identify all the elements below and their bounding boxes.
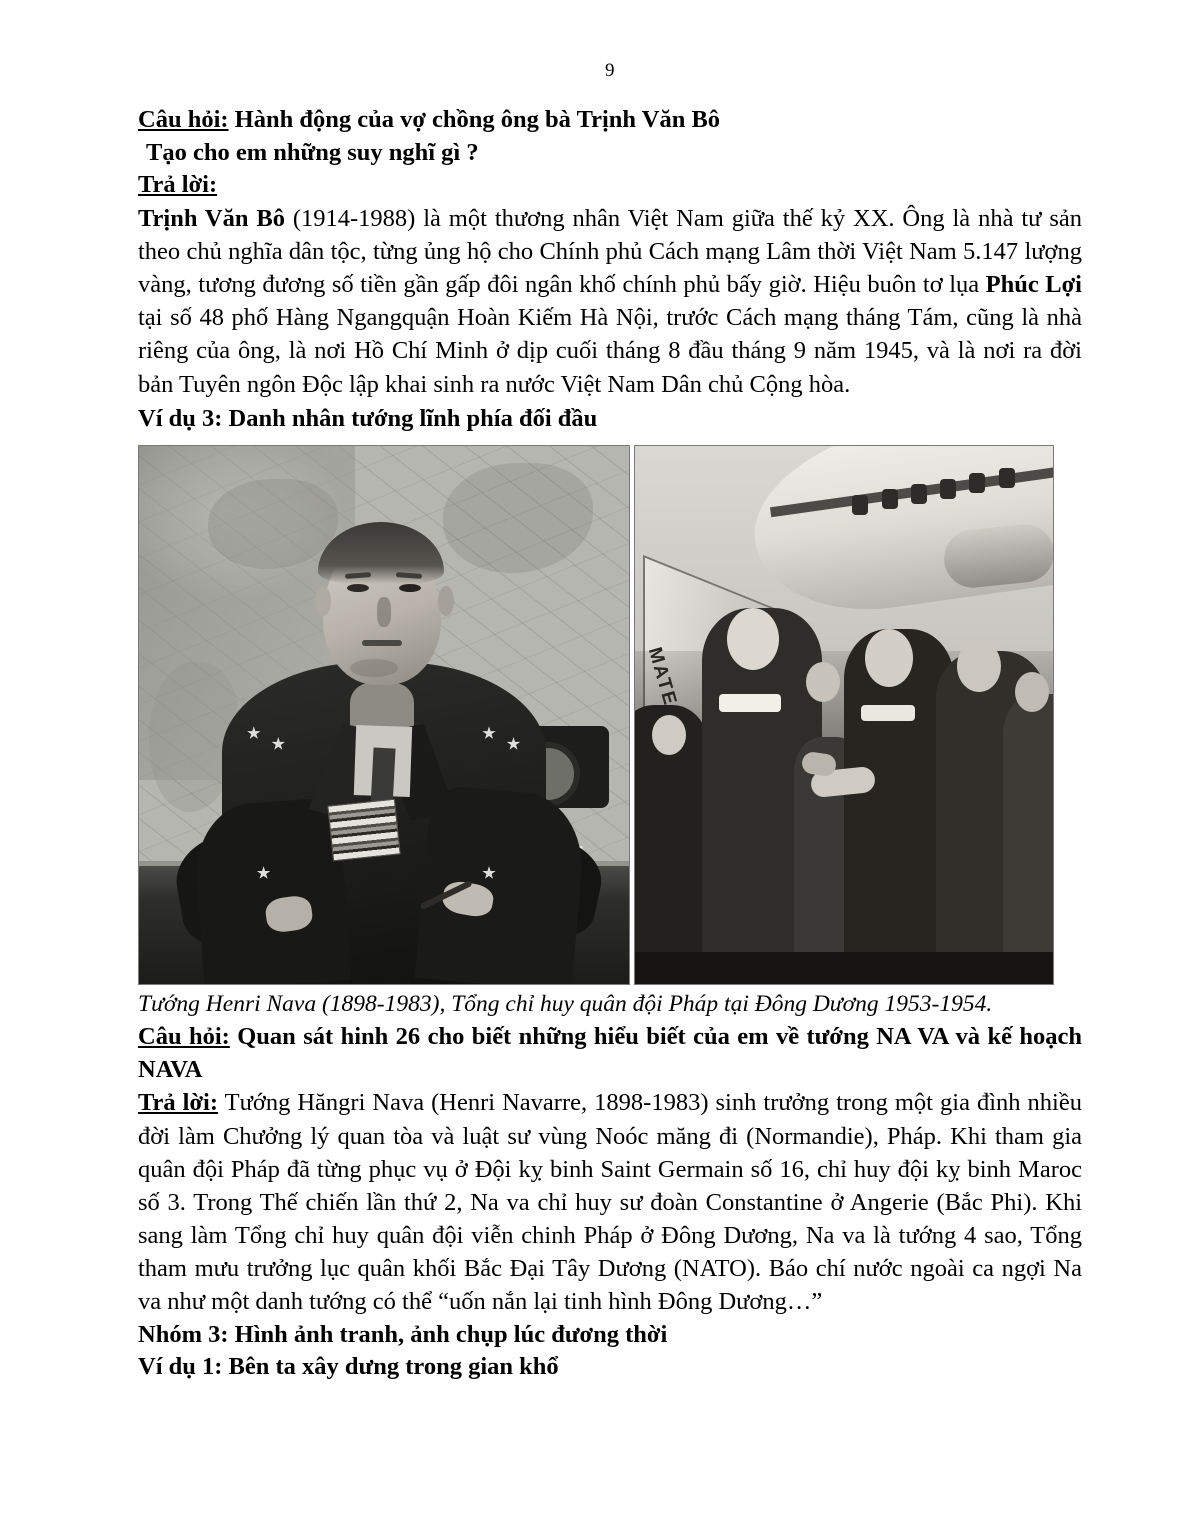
question-2-text: Quan sát hinh 26 cho biết những hiểu biết của em về tướng NA VA và kế hoạch NAVA xyxy=(138,1022,1082,1084)
ear-right xyxy=(438,586,454,616)
group-3-heading: Nhóm 3: Hình ảnh tranh, ảnh chụp lúc đương thời xyxy=(138,1320,668,1348)
question-1-text-line2: Tạo cho em những suy nghĩ gì ? xyxy=(146,138,479,166)
answer-1-label-line xyxy=(138,169,1082,202)
figure-right-man-collar xyxy=(861,705,915,721)
answer-1-body-part-1: (1914-1988) là một thương nhân Việt Nam giữa thế kỷ XX. Ông là nhà tư sản theo chủ nghĩa dân tộc, từng ủng hộ cho Chính phủ Cách mạng Lâm thời Việt Nam 5.147 lượng vàng, tương đương số tiền gần gấp đôi ngân khố chính phủ bấy giờ. Hiệu buôn tơ lụa xyxy=(138,204,1082,299)
left-shoulder xyxy=(192,797,351,986)
crowd-figure xyxy=(1003,694,1054,985)
question-1-line-2 xyxy=(138,137,1082,170)
example-1-heading: Ví dụ 1: Bên ta xây dưng trong gian khổ xyxy=(138,1353,559,1381)
figure-caption: Tướng Henri Nava (1898-1983), Tổng chỉ huy quân đội Pháp tại Đông Dương 1953-1954. xyxy=(138,991,993,1018)
answer-1-body-part-2: tại số 48 phố Hàng Ngangquận Hoàn Kiếm Hà Nội, trước Cách mạng tháng Tám, cũng là nhà riêng của ông, là nơi Hồ Chí Minh ở dịp cuối tháng 8 đầu tháng 9 năm 1945, và là nơi ra đời bản Tuyên ngôn Độc lập khai sinh ra nước Việt Nam Dân chủ Cộng hòa. xyxy=(138,304,1082,398)
question-1-line-1 xyxy=(138,104,1082,137)
example-3-heading: Ví dụ 3: Danh nhân tướng lĩnh phía đối đầu xyxy=(138,404,598,432)
figure-right-man-head xyxy=(865,629,913,687)
photo-general-navarre-portrait xyxy=(138,445,630,985)
right-shoulder xyxy=(415,784,588,985)
tarmac-ground xyxy=(635,952,1053,984)
person-name-trinh-van-bo: Trịnh Văn Bô xyxy=(138,204,285,232)
airplane-window xyxy=(852,495,868,515)
eye-left xyxy=(347,584,369,592)
question-2-paragraph xyxy=(138,1020,1082,1086)
airplane-window xyxy=(969,473,985,493)
medal-ribbon-bar xyxy=(327,798,400,861)
mouth xyxy=(362,640,402,646)
brand-name-phuc-loi: Phúc Lợi xyxy=(985,271,1082,299)
crowd-figure-head xyxy=(806,662,840,702)
question-2-label: Câu hỏi: xyxy=(138,1022,230,1050)
eye-right xyxy=(399,584,421,592)
figure-left-man-collar xyxy=(719,694,781,712)
crowd-figure-head xyxy=(957,640,1001,692)
figure-left-man-head xyxy=(727,608,779,670)
nose xyxy=(377,597,391,627)
photo-handshake-at-airplane xyxy=(634,445,1054,985)
answer-2-paragraph xyxy=(138,1086,1082,1318)
page-number: 9 xyxy=(605,60,615,81)
answer-1-label: Trả lời: xyxy=(138,171,218,199)
answer-2-body: Tướng Hăngri Nava (Henri Navarre, 1898-1983) sinh trưởng trong một gia đình nhiều đời làm Chưởng lý quan tòa và luật sư vùng Noóc măng đi (Normandie), Pháp. Khi tham gia quân đội Pháp đã từng phục vụ ở Đội kỵ binh Saint Germain số 16, chỉ huy đội kỵ binh Maroc số 3. Trong Thế chiến lần thứ 2, Na va chỉ huy sư đoàn Constantine ở Angerie (Bắc Phi). Khi sang làm Tổng chỉ huy quân đội viễn chinh Pháp ở Đông Dương, Na va là tướng 4 sao, Tổng tham mưu trưởng lục quân khối Bắc Đại Tây Dương (NATO). Báo chí nước ngoài ca ngợi Na va như một danh tướng có thể “uốn nắn lại tinh hình Đông Dương…” xyxy=(138,1089,1082,1316)
crowd-figure-head xyxy=(652,715,686,755)
airplane-window xyxy=(940,479,956,499)
question-1-text: Hành động của vợ chồng ông bà Trịnh Văn Bô xyxy=(228,106,721,133)
chin-shadow xyxy=(350,659,398,677)
airplane-window xyxy=(911,484,927,504)
answer-1-paragraph xyxy=(138,202,1082,401)
airplane-window xyxy=(882,489,898,509)
question-1-label: Câu hỏi: xyxy=(138,106,229,133)
figure-images-row xyxy=(138,445,1054,985)
answer-2-label: Trả lời: xyxy=(138,1089,219,1117)
airplane-window xyxy=(999,468,1015,488)
